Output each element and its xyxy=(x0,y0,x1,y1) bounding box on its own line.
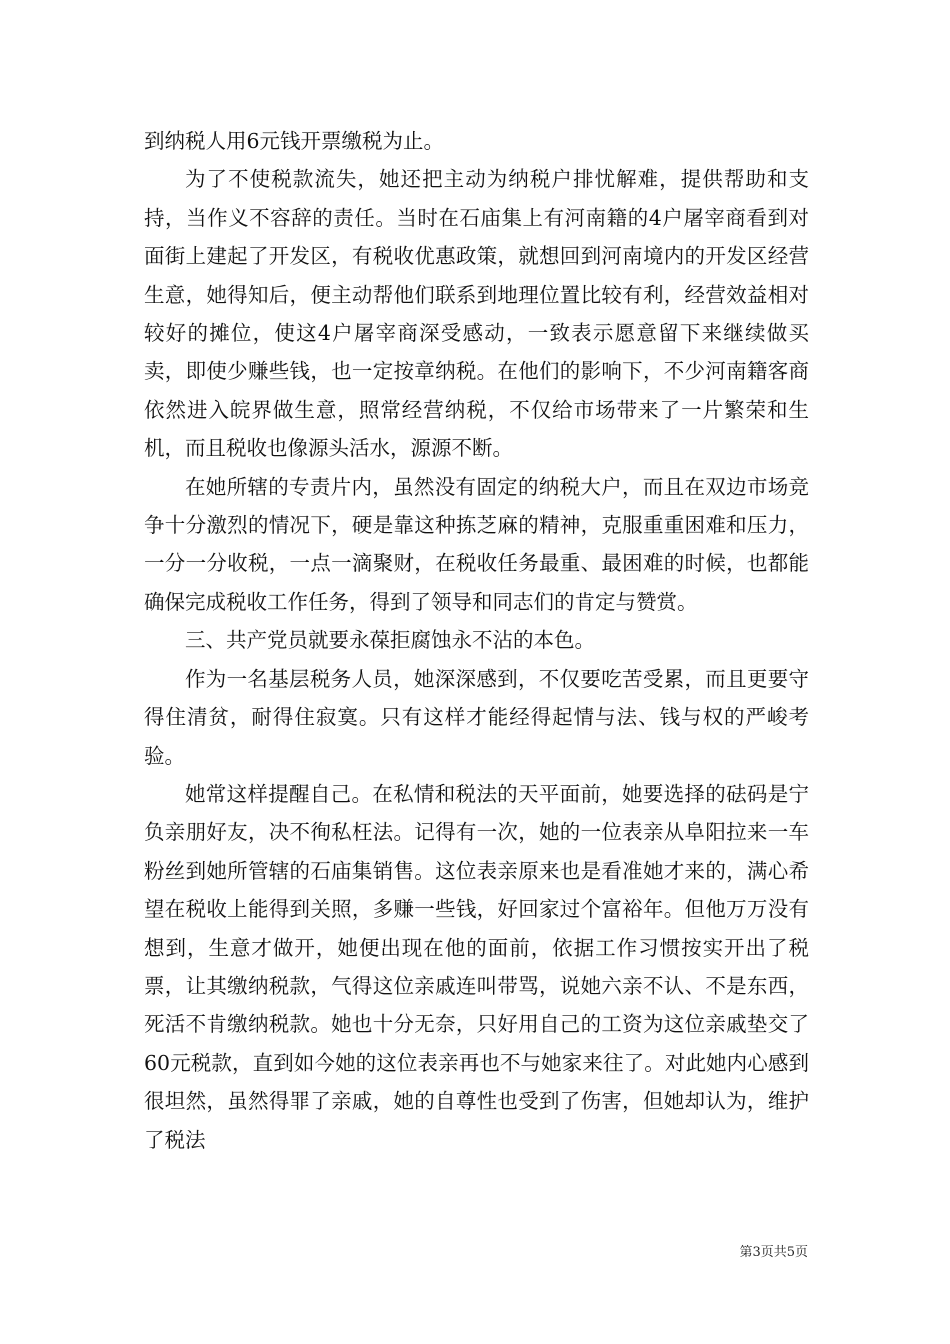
paragraph-2: 为了不使税款流失，她还把主动为纳税户排忧解难，提供帮助和支持，当作义不容辞的责任。当时在石庙集上有河南籍的4户屠宰商看到对面街上建起了开发区，有税收优惠政策，就想回到河南境内的开发区经营生意，她得知后，便主动帮他们联系到地理位置比较有利，经营效益相对较好的摊位，使这4户屠宰商深受感动，一致表示愿意留下来继续做买卖，即使少赚些钱，也一定按章纳税。在他们的影响下，不少河南籍客商依然进入皖界做生意，照常经营纳税，不仅给市场带来了一片繁荣和生机，而且税收也像源头活水，源源不断。 xyxy=(144,167,809,461)
paragraph-1: 到纳税人用6元钱开票缴税为止。 xyxy=(144,129,445,153)
body-text xyxy=(144,122,809,1159)
page-number: 第3页共5页 xyxy=(739,1245,808,1260)
paragraph-5: 作为一名基层税务人员，她深深感到，不仅要吃苦受累，而且更要守得住清贫，耐得住寂寞。只有这样才能经得起情与法、钱与权的严峻考验。 xyxy=(144,666,809,768)
section-heading: 三、共产党员就要永葆拒腐蚀永不沾的本色。 xyxy=(185,628,595,653)
paragraph-6: 她常这样提醒自己。在私情和税法的天平面前，她要选择的砝码是宁负亲朋好友，决不徇私枉法。记得有一次，她的一位表亲从阜阳拉来一车粉丝到她所管辖的石庙集销售。这位表亲原来也是看准她才来的，满心希望在税收上能得到关照，多赚一些钱，好回家过个富裕年。但他万万没有想到，生意才做开，她便出现在他的面前，依据工作习惯按实开出了税票，让其缴纳税款，气得这位亲戚连叫带骂，说她六亲不认、不是东西，死活不肯缴纳税款。她也十分无奈，只好用自己的工资为这位亲戚垫交了60元税款，直到如今她的这位表亲再也不与她家来往了。对此她内心感到很坦然，虽然得罪了亲戚，她的自尊性也受到了伤害，但她却认为，维护了税法 xyxy=(144,781,809,1152)
paragraph-3: 在她所辖的专责片内，虽然没有固定的纳税大户，而且在双边市场竞争十分激烈的情况下，硬是靠这种拣芝麻的精神，克服重重困难和压力，一分一分收税，一点一滴聚财，在税收任务最重、最困难的时候，也都能确保完成税收工作任务，得到了领导和同志们的肯定与赞赏。 xyxy=(144,474,809,614)
